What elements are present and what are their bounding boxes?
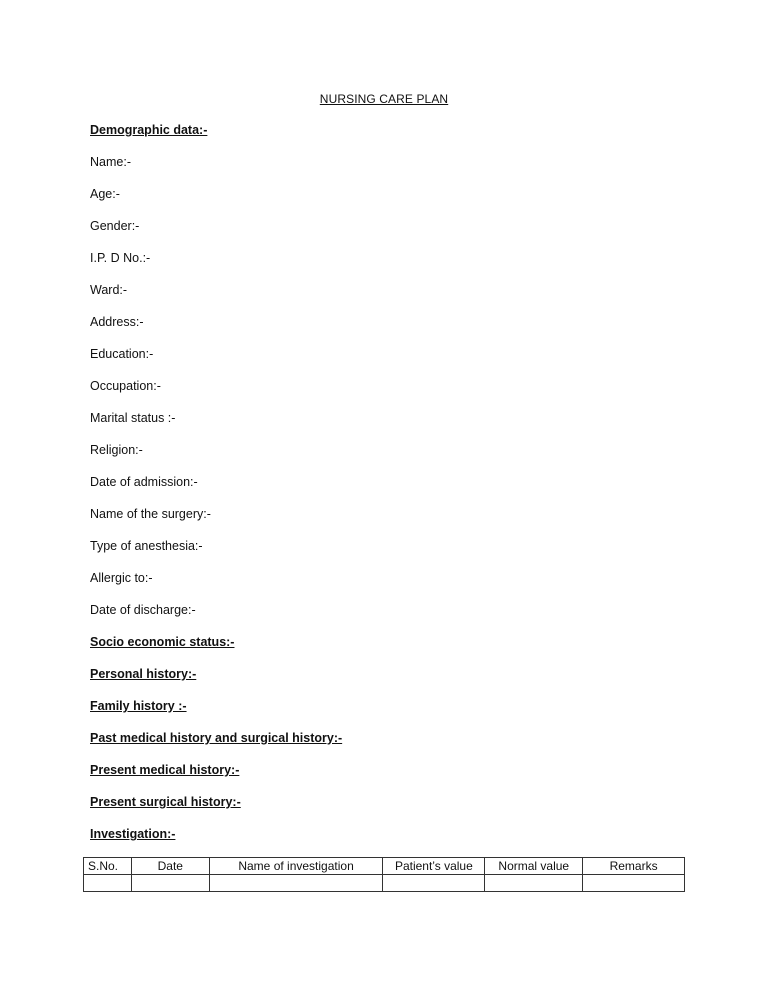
table-cell-name-of-investigation[interactable] bbox=[209, 875, 383, 892]
field-label-name-of-surgery: Name of the surgery:- bbox=[90, 507, 211, 521]
table-row bbox=[84, 875, 685, 892]
column-header-normal-value: Normal value bbox=[485, 858, 583, 875]
table-header-row bbox=[84, 858, 685, 875]
field-label-name: Name:- bbox=[90, 155, 131, 169]
column-header-sno: S.No. bbox=[84, 858, 132, 875]
section-heading-present-surgical-history: Present surgical history:- bbox=[90, 795, 241, 809]
column-header-date: Date bbox=[131, 858, 209, 875]
field-label-occupation: Occupation:- bbox=[90, 379, 161, 393]
table-cell-sno[interactable] bbox=[84, 875, 132, 892]
column-header-patients-value: Patient’s value bbox=[383, 858, 485, 875]
field-label-age: Age:- bbox=[90, 187, 120, 201]
field-label-ipd-no: I.P. D No.:- bbox=[90, 251, 151, 265]
section-heading-past-medical-surgical-history: Past medical history and surgical history:- bbox=[90, 731, 343, 745]
table-cell-patients-value[interactable] bbox=[383, 875, 485, 892]
page-title: NURSING CARE PLAN bbox=[319, 92, 449, 106]
field-label-marital-status: Marital status :- bbox=[90, 411, 176, 425]
field-label-religion: Religion:- bbox=[90, 443, 143, 457]
field-label-allergic-to: Allergic to:- bbox=[90, 571, 153, 585]
field-label-date-of-discharge: Date of discharge:- bbox=[90, 603, 196, 617]
field-label-gender: Gender:- bbox=[90, 219, 140, 233]
table-cell-remarks[interactable] bbox=[583, 875, 685, 892]
table-cell-normal-value[interactable] bbox=[485, 875, 583, 892]
form-fields-list bbox=[90, 122, 690, 858]
section-heading-family-history: Family history :- bbox=[90, 699, 187, 713]
section-heading-personal-history: Personal history:- bbox=[90, 667, 197, 681]
table-cell-date[interactable] bbox=[131, 875, 209, 892]
field-label-date-of-admission: Date of admission:- bbox=[90, 475, 198, 489]
field-label-type-of-anesthesia: Type of anesthesia:- bbox=[90, 539, 203, 553]
column-header-remarks: Remarks bbox=[583, 858, 685, 875]
section-heading-socio-economic-status: Socio economic status:- bbox=[90, 635, 235, 649]
field-label-address: Address:- bbox=[90, 315, 144, 329]
section-heading-demographic-data: Demographic data:- bbox=[90, 123, 208, 137]
field-label-ward: Ward:- bbox=[90, 283, 128, 297]
section-heading-present-medical-history: Present medical history:- bbox=[90, 763, 240, 777]
column-header-name-of-investigation: Name of investigation bbox=[209, 858, 383, 875]
field-label-education: Education:- bbox=[90, 347, 154, 361]
section-heading-investigation: Investigation:- bbox=[90, 827, 176, 841]
investigation-table bbox=[83, 857, 685, 892]
